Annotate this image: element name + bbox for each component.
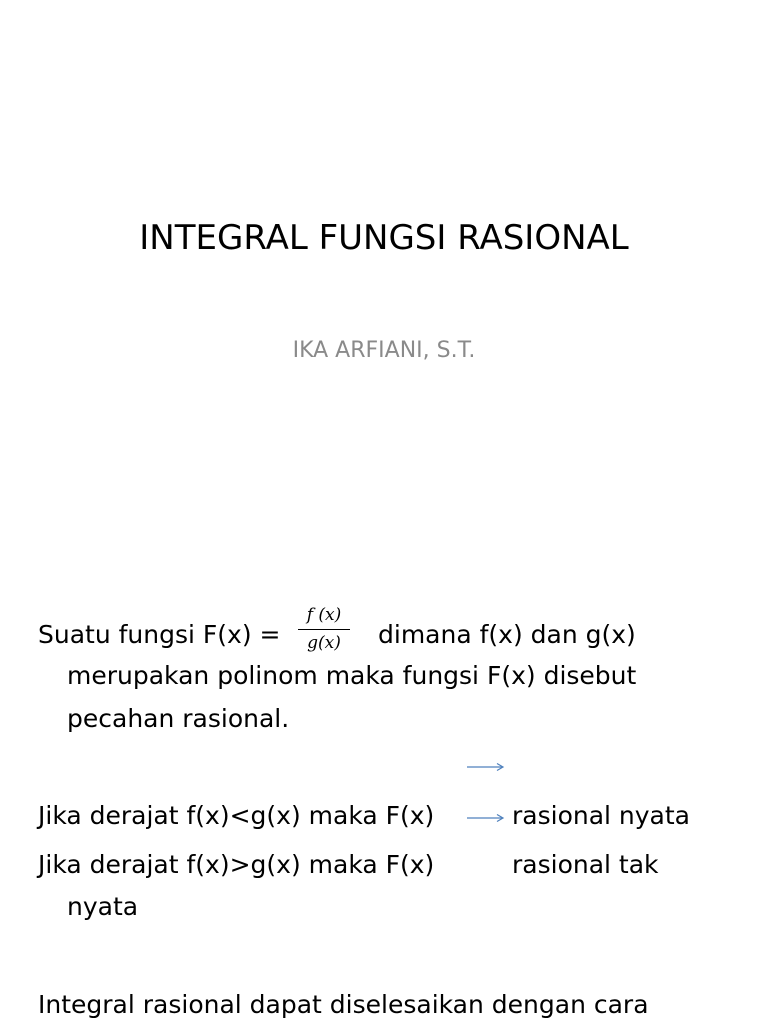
intro-suffix: dimana f(x) dan g(x) bbox=[378, 620, 636, 649]
intro-line-2: merupakan polinom maka fungsi F(x) disebut bbox=[67, 661, 637, 690]
intro-line-3: pecahan rasional. bbox=[67, 704, 290, 733]
fraction-denominator: g(x) bbox=[307, 633, 341, 653]
rule-2-continuation: nyata bbox=[67, 892, 139, 921]
slide-title: INTEGRAL FUNGSI RASIONAL bbox=[139, 218, 629, 258]
closing-text: Integral rasional dapat diselesaikan dengan cara bbox=[38, 990, 649, 1019]
fraction-numerator: f (x) bbox=[306, 605, 342, 625]
arrow-icon bbox=[466, 812, 506, 824]
fraction bbox=[298, 604, 350, 654]
rule-1-result: rasional nyata bbox=[512, 801, 691, 830]
arrow-icon bbox=[466, 761, 506, 773]
rule-2-result: rasional tak bbox=[512, 850, 659, 879]
rule-1-condition: Jika derajat f(x)<g(x) maka F(x) bbox=[38, 801, 435, 830]
rule-2-condition: Jika derajat f(x)>g(x) maka F(x) bbox=[38, 850, 435, 879]
slide-subtitle: IKA ARFIANI, S.T. bbox=[292, 338, 476, 363]
intro-prefix: Suatu fungsi F(x) = bbox=[38, 620, 281, 649]
fraction-bar bbox=[298, 629, 350, 630]
